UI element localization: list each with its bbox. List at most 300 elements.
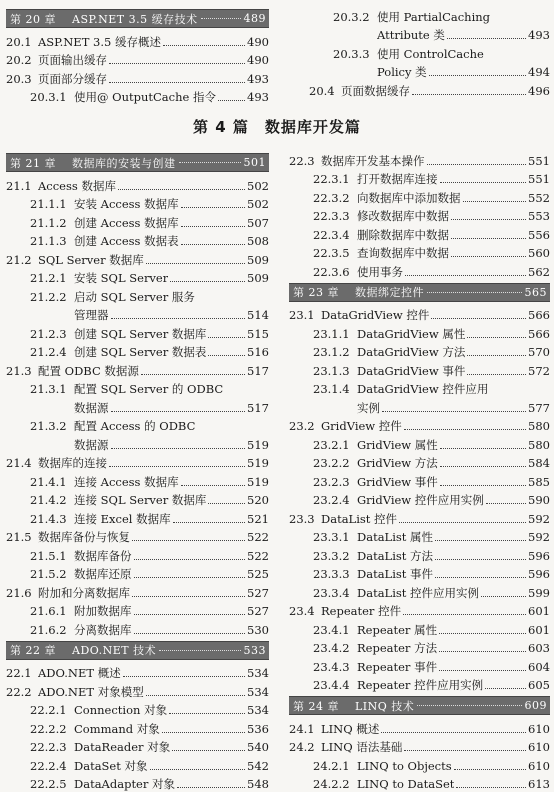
page-number: 490	[247, 34, 269, 50]
section-title: 页面输出缓存	[38, 52, 107, 68]
section-number: 21.6	[6, 585, 38, 601]
toc-entry	[289, 601, 550, 620]
section-title: 数据源	[74, 437, 109, 453]
toc-bottom-left	[6, 150, 269, 792]
toc-entry	[6, 755, 269, 774]
page-number: 493	[247, 71, 269, 87]
dot-leader	[208, 337, 245, 338]
toc-entry	[6, 249, 269, 268]
toc-entry	[289, 416, 550, 435]
page-number: 603	[528, 640, 550, 656]
chapter-number: 第 23 章	[289, 284, 355, 300]
toc-entry	[289, 755, 550, 774]
dot-leader	[109, 63, 245, 64]
section-title: Repeater 属性	[357, 622, 437, 638]
section-title: 安装 Access 数据库	[74, 196, 179, 212]
section-number: 23.1.2	[289, 344, 357, 360]
section-number: 22.2.3	[6, 739, 74, 755]
toc-entry	[289, 564, 550, 583]
toc-entry	[309, 80, 550, 99]
section-title: 创建 Access 数据库	[74, 215, 179, 231]
section-title: DataSet 对象	[74, 758, 148, 774]
section-title: DataGridView 控件应用	[357, 381, 488, 397]
page-number: 527	[247, 585, 269, 601]
section-title: DataReader 对象	[74, 739, 170, 755]
section-number: 23.4.1	[289, 622, 357, 638]
section-number: 23.3.3	[289, 566, 357, 582]
section-number: 22.2.1	[6, 702, 74, 718]
dot-leader	[454, 769, 526, 770]
section-number: 21.2.1	[6, 270, 74, 286]
dot-leader	[467, 337, 526, 338]
section-title: 附加数据库	[74, 603, 132, 619]
section-title: ASP.NET 3.5 缓存概述	[38, 34, 161, 50]
section-title: LINQ to DataSet	[357, 776, 454, 792]
section-title: 配置 ODBC 数据源	[38, 363, 139, 379]
page-number: 522	[247, 529, 269, 545]
section-number: 23.3	[289, 511, 321, 527]
toc-entry	[6, 527, 269, 546]
section-number: 21.1	[6, 178, 38, 194]
section-number: 21.3	[6, 363, 38, 379]
section-title: DataList 控件	[321, 511, 397, 527]
toc-entry	[289, 656, 550, 675]
dot-leader	[146, 263, 245, 264]
page-number: 562	[528, 264, 550, 280]
section-number: 23.2.1	[289, 437, 357, 453]
page-number: 496	[528, 83, 550, 99]
dot-leader	[439, 633, 526, 634]
section-title: 实例	[357, 400, 380, 416]
toc-entry	[289, 360, 550, 379]
page-number: 601	[528, 603, 550, 619]
page-number: 514	[247, 307, 269, 323]
section-title: Connection 对象	[74, 702, 167, 718]
section-number: 21.3.2	[6, 418, 74, 434]
toc-entry	[289, 305, 550, 324]
section-title: 使用@ OutputCache 指令	[74, 89, 216, 105]
dot-leader	[181, 485, 245, 486]
section-title: 创建 SQL Server 数据库	[74, 326, 206, 342]
dot-leader	[435, 577, 526, 578]
dot-leader	[447, 38, 526, 39]
section-number: 23.3.1	[289, 529, 357, 545]
toc-entry	[6, 619, 269, 638]
dot-leader	[451, 256, 526, 257]
section-title: Repeater 方法	[357, 640, 437, 656]
dot-leader	[417, 705, 521, 706]
chapter-number: 第 20 章	[6, 11, 72, 27]
page-number: 556	[528, 227, 550, 243]
toc-entry	[6, 737, 269, 756]
toc-entry	[6, 286, 269, 305]
page-number: 572	[528, 363, 550, 379]
section-number: 22.3.2	[289, 190, 357, 206]
page-number: 508	[247, 233, 269, 249]
toc-entry	[6, 68, 269, 87]
dot-leader	[134, 559, 246, 560]
section-number: 24.2.1	[289, 758, 357, 774]
page-number: 540	[247, 739, 269, 755]
dot-leader	[123, 676, 245, 677]
section-number: 21.4.3	[6, 511, 74, 527]
dot-leader	[177, 787, 245, 788]
page-number: 493	[528, 27, 550, 43]
section-number: 23.1.3	[289, 363, 357, 379]
page-number: 515	[247, 326, 269, 342]
page-number: 520	[247, 492, 269, 508]
section-number: 23.3.2	[289, 548, 357, 564]
section-number: 21.1.3	[6, 233, 74, 249]
page-number: 604	[528, 659, 550, 675]
section-number: 21.2.3	[6, 326, 74, 342]
page-number: 490	[247, 52, 269, 68]
page-number: 501	[244, 156, 270, 169]
section-title: DataList 方法	[357, 548, 433, 564]
toc-entry	[6, 360, 269, 379]
section-title: 使用事务	[357, 264, 403, 280]
section-title: Access 数据库	[38, 178, 116, 194]
section-title: GridView 控件应用实例	[357, 492, 484, 508]
section-number: 23.2.3	[289, 474, 357, 490]
dot-leader	[439, 670, 526, 671]
section-title: 启动 SQL Server 服务	[74, 289, 195, 305]
toc-entry	[6, 434, 269, 453]
page-number: 525	[247, 566, 269, 582]
section-title: LINQ to Objects	[357, 758, 452, 774]
page-number: 560	[528, 245, 550, 261]
section-title: DataList 属性	[357, 529, 433, 545]
toc-entry	[6, 545, 269, 564]
page-number: 610	[528, 739, 550, 755]
toc-entry	[289, 379, 550, 398]
toc-entry	[6, 564, 269, 583]
section-number: 22.2.4	[6, 758, 74, 774]
toc-entry	[6, 681, 269, 700]
toc-entry	[289, 737, 550, 756]
dot-leader	[427, 164, 527, 165]
section-number: 20.4	[309, 83, 341, 99]
dot-leader	[170, 281, 245, 282]
page-number: 489	[244, 12, 270, 25]
page-number: 517	[247, 400, 269, 416]
section-title: LINQ 语法基础	[321, 739, 402, 755]
section-number: 21.6.1	[6, 603, 74, 619]
dot-leader	[159, 650, 240, 651]
section-title: GridView 方法	[357, 455, 438, 471]
toc-entry	[289, 169, 550, 188]
dot-leader	[427, 292, 522, 293]
section-title: 使用 PartialCaching	[377, 9, 490, 25]
toc-entry	[6, 453, 269, 472]
page-number: 599	[528, 585, 550, 601]
toc-entry	[6, 194, 269, 213]
page-number: 493	[247, 89, 269, 105]
dot-leader	[132, 596, 245, 597]
dot-leader	[382, 411, 526, 412]
section-number: 21.4.2	[6, 492, 74, 508]
toc-entry	[289, 261, 550, 280]
dot-leader	[150, 769, 246, 770]
page-number: 516	[247, 344, 269, 360]
toc-entry	[289, 774, 550, 792]
toc-entry	[6, 471, 269, 490]
page-number: 585	[528, 474, 550, 490]
page-number: 519	[247, 455, 269, 471]
section-title: DataGridView 事件	[357, 363, 465, 379]
section-number: 21.6.2	[6, 622, 74, 638]
section-number: 20.3	[6, 71, 38, 87]
toc-entry	[309, 62, 550, 81]
section-title: 修改数据库中数据	[357, 208, 449, 224]
section-number: 21.5.1	[6, 548, 74, 564]
toc-entry	[289, 545, 550, 564]
page-number: 519	[247, 474, 269, 490]
toc-entry	[289, 323, 550, 342]
chapter-number: 第 22 章	[6, 642, 72, 658]
section-number: 22.2	[6, 684, 38, 700]
dot-leader	[141, 374, 245, 375]
section-number: 24.2	[289, 739, 321, 755]
page-number: 509	[247, 252, 269, 268]
dot-leader	[435, 540, 526, 541]
page-number: 590	[528, 492, 550, 508]
dot-leader	[134, 633, 246, 634]
section-title: SQL Server 数据库	[38, 252, 144, 268]
page-number: 584	[528, 455, 550, 471]
section-number: 21.2	[6, 252, 38, 268]
toc-entry	[6, 31, 269, 50]
page-number: 605	[528, 677, 550, 693]
section-title: 创建 SQL Server 数据表	[74, 344, 206, 360]
toc-top-right	[309, 6, 550, 99]
section-number: 20.1	[6, 34, 38, 50]
page-number: 596	[528, 566, 550, 582]
section-title: DataGridView 控件	[321, 307, 429, 323]
toc-entry	[6, 700, 269, 719]
section-number: 22.2.2	[6, 721, 74, 737]
dot-leader	[111, 318, 246, 319]
toc-entry	[289, 453, 550, 472]
dot-leader	[440, 466, 526, 467]
section-number: 23.4	[289, 603, 321, 619]
toc-entry	[6, 231, 269, 250]
dot-leader	[169, 713, 245, 714]
toc-entry	[289, 397, 550, 416]
section-number: 23.2.4	[289, 492, 357, 508]
section-number: 24.1	[289, 721, 321, 737]
dot-leader	[162, 732, 245, 733]
toc-top-left	[6, 6, 269, 105]
page-number: 580	[528, 418, 550, 434]
page-number: 507	[247, 215, 269, 231]
page-number: 533	[244, 644, 270, 657]
toc-bottom-right	[289, 150, 550, 792]
section-number: 21.3.1	[6, 381, 74, 397]
toc-entry	[289, 434, 550, 453]
section-title: Repeater 控件应用实例	[357, 677, 483, 693]
page-number: 521	[247, 511, 269, 527]
dot-leader	[439, 651, 526, 652]
dot-leader	[181, 207, 245, 208]
section-title: DataGridView 方法	[357, 344, 465, 360]
toc-entry	[6, 212, 269, 231]
page-number: 534	[247, 684, 269, 700]
dot-leader	[134, 577, 246, 578]
toc-entry	[289, 490, 550, 509]
page-number: 552	[528, 190, 550, 206]
toc-entry	[6, 342, 269, 361]
chapter-heading	[289, 283, 550, 302]
section-title: DataAdapter 对象	[74, 776, 175, 792]
dot-leader	[132, 540, 245, 541]
section-title: 数据库开发基本操作	[321, 153, 425, 169]
section-title: 数据库还原	[74, 566, 132, 582]
section-number: 20.3.2	[309, 9, 377, 25]
dot-leader	[440, 485, 526, 486]
chapter-heading	[6, 9, 269, 28]
section-number: 22.3.1	[289, 171, 357, 187]
dot-leader	[179, 162, 241, 163]
toc-entry	[289, 638, 550, 657]
page-number: 613	[528, 776, 550, 792]
dot-leader	[118, 189, 245, 190]
toc-entry	[6, 379, 269, 398]
dot-leader	[404, 429, 526, 430]
dot-leader	[208, 355, 245, 356]
section-title: GridView 控件	[321, 418, 402, 434]
chapter-title: 数据库的安装与创建	[72, 155, 176, 171]
dot-leader	[431, 318, 526, 319]
toc-entry	[6, 718, 269, 737]
part-title: 第 4 篇 数据库开发篇	[0, 116, 554, 137]
toc-entry	[289, 508, 550, 527]
toc-entry	[289, 527, 550, 546]
section-title: 附加和分离数据库	[38, 585, 130, 601]
page-number: 536	[247, 721, 269, 737]
dot-leader	[172, 750, 245, 751]
dot-leader	[208, 503, 245, 504]
section-title: GridView 事件	[357, 474, 438, 490]
section-title: DataList 事件	[357, 566, 433, 582]
toc-entry	[309, 25, 550, 44]
section-title: 数据库的连接	[38, 455, 107, 471]
chapter-title: ASP.NET 3.5 缓存技术	[72, 11, 198, 27]
section-number: 23.1.1	[289, 326, 357, 342]
page-number: 530	[247, 622, 269, 638]
toc-entry	[6, 508, 269, 527]
page-number: 592	[528, 529, 550, 545]
section-number: 22.3.6	[289, 264, 357, 280]
dot-leader	[381, 732, 526, 733]
section-title: 页面数据缓存	[341, 83, 410, 99]
page-number: 534	[247, 665, 269, 681]
section-title: ADO.NET 对象模型	[38, 684, 144, 700]
page-number: 566	[528, 307, 550, 323]
section-number: 21.1.1	[6, 196, 74, 212]
page-number: 502	[247, 196, 269, 212]
section-title: 打开数据库连接	[357, 171, 438, 187]
page-number: 596	[528, 548, 550, 564]
dot-leader	[404, 750, 526, 751]
toc-entry	[6, 397, 269, 416]
toc-entry	[6, 323, 269, 342]
section-title: LINQ 概述	[321, 721, 379, 737]
chapter-heading	[289, 696, 550, 715]
toc-entry	[6, 490, 269, 509]
page-number: 519	[247, 437, 269, 453]
toc-entry	[6, 87, 269, 106]
dot-leader	[451, 238, 526, 239]
dot-leader	[485, 688, 526, 689]
dot-leader	[456, 787, 526, 788]
toc-entry	[6, 50, 269, 69]
section-number: 23.2	[289, 418, 321, 434]
toc-entry	[289, 619, 550, 638]
page-number: 522	[247, 548, 269, 564]
page-number: 542	[247, 758, 269, 774]
page-number: 565	[525, 286, 551, 299]
section-number: 23.1.4	[289, 381, 357, 397]
dot-leader	[429, 75, 526, 76]
page-number: 527	[247, 603, 269, 619]
toc-entry	[289, 675, 550, 694]
section-title: 管理器	[74, 307, 109, 323]
dot-leader	[463, 201, 527, 202]
page-number: 494	[528, 64, 550, 80]
toc-entry	[6, 175, 269, 194]
section-title: 数据库备份与恢复	[38, 529, 130, 545]
chapter-number: 第 21 章	[6, 155, 72, 171]
chapter-heading	[6, 153, 269, 172]
toc-entry	[289, 342, 550, 361]
section-title: Attribute 类	[377, 27, 445, 43]
page-number: 517	[247, 363, 269, 379]
toc-entry	[6, 268, 269, 287]
page-number: 609	[525, 699, 551, 712]
section-title: 连接 Excel 数据库	[74, 511, 171, 527]
page-number: 610	[528, 758, 550, 774]
section-title: Command 对象	[74, 721, 160, 737]
section-number: 22.3	[289, 153, 321, 169]
toc-entry	[289, 471, 550, 490]
section-title: 使用 ControlCache	[377, 46, 484, 62]
chapter-heading	[6, 641, 269, 660]
dot-leader	[481, 596, 526, 597]
toc-entry	[6, 774, 269, 792]
dot-leader	[109, 466, 245, 467]
dot-leader	[435, 559, 526, 560]
section-number: 20.2	[6, 52, 38, 68]
toc-entry	[289, 187, 550, 206]
section-title: ADO.NET 概述	[38, 665, 121, 681]
chapter-title: ADO.NET 技术	[72, 642, 156, 658]
dot-leader	[405, 275, 526, 276]
toc-entry	[309, 6, 550, 25]
toc-entry	[289, 718, 550, 737]
page-number: 610	[528, 721, 550, 737]
section-title: 数据源	[74, 400, 109, 416]
dot-leader	[146, 695, 245, 696]
dot-leader	[201, 18, 241, 19]
section-title: 连接 SQL Server 数据库	[74, 492, 206, 508]
section-number: 23.4.4	[289, 677, 357, 693]
section-number: 22.3.5	[289, 245, 357, 261]
page-number: 577	[528, 400, 550, 416]
section-number: 22.1	[6, 665, 38, 681]
dot-leader	[181, 226, 245, 227]
toc-entry	[6, 416, 269, 435]
